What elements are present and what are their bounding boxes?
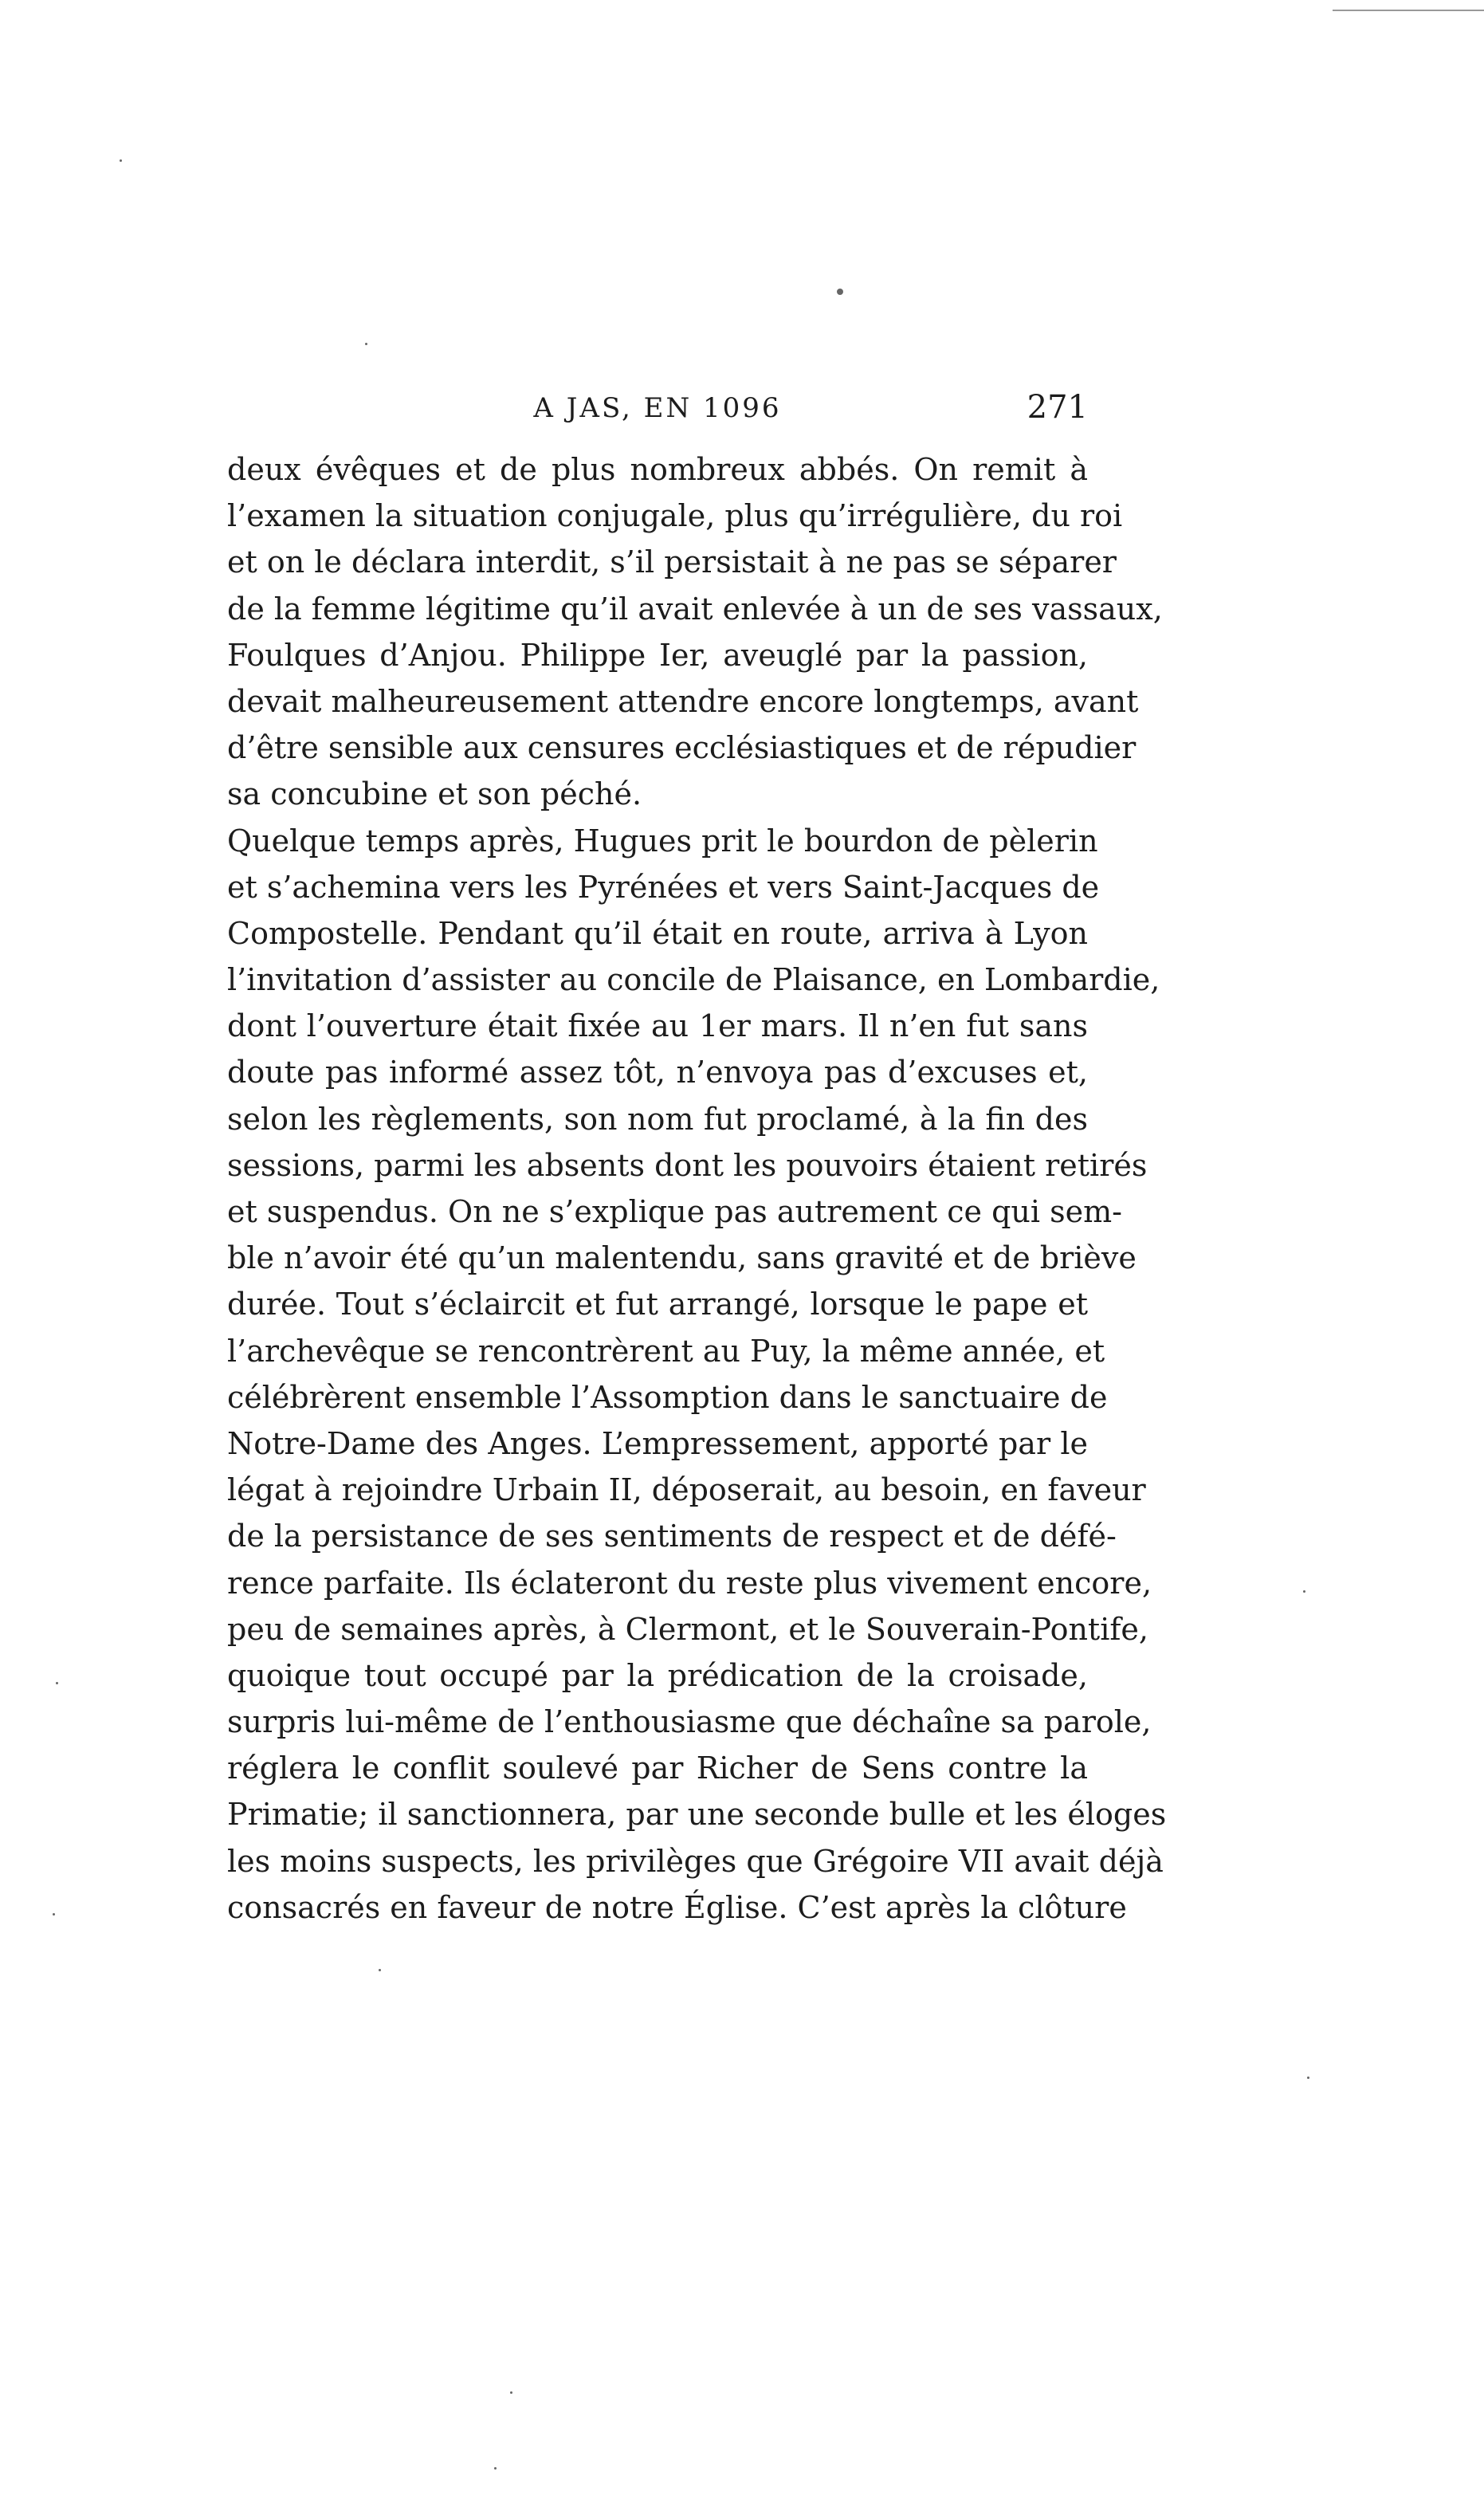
text-line: Primatie; il sanctionnera, par une seconde bulle et les éloges	[227, 1797, 1167, 1833]
scan-speck	[53, 1913, 55, 1916]
text-line: les moins suspects, les privilèges que Grégoire VII avait déjà	[227, 1843, 1164, 1879]
text-line: de la persistance de ses sentiments de respect et de défé-	[227, 1519, 1117, 1554]
text-line: durée. Tout s’éclaircit et fut arrangé, lorsque le pape et	[227, 1287, 1088, 1322]
running-head-title: A JAS, EN 1096	[533, 392, 782, 424]
text-line: ble n’avoir été qu’un malentendu, sans gravité et de briève	[227, 1240, 1137, 1276]
text-line: l’archevêque se rencontrèrent au Puy, la même année, et	[227, 1333, 1105, 1369]
scan-speck	[379, 1969, 381, 1971]
scan-speck	[56, 1682, 58, 1684]
text-line: légat à rejoindre Urbain II, déposerait, au besoin, en faveur	[227, 1472, 1146, 1508]
text-line: doute pas informé assez tôt, n’envoya pas d’excuses et,	[227, 1055, 1088, 1090]
scan-speck	[837, 289, 843, 295]
text-line: rence parfaite. Ils éclateront du reste plus vivement encore,	[227, 1565, 1152, 1601]
text-line: peu de semaines après, à Clermont, et le Souverain-Pontife,	[227, 1611, 1148, 1647]
text-line: Quelque temps après, Hugues prit le bourdon de pèlerin	[227, 823, 1098, 859]
text-line: et suspendus. On ne s’explique pas autrement ce qui sem-	[227, 1194, 1123, 1229]
text-line: deux évêques et de plus nombreux abbés. On remit à	[227, 452, 1088, 487]
page-number: 271	[1027, 389, 1088, 426]
text-line: sa concubine et son péché.	[227, 776, 642, 812]
scan-speck	[1307, 2077, 1309, 2079]
text-line: d’être sensible aux censures ecclésiastiques et de répudier	[227, 730, 1137, 766]
scan-edge-rule	[1333, 10, 1484, 11]
text-line: et s’achemina vers les Pyrénées et vers Saint-Jacques de	[227, 869, 1100, 905]
text-line: Notre-Dame des Anges. L’empressement, apporté par le	[227, 1425, 1088, 1461]
text-line: et on le déclara interdit, s’il persistait à ne pas se séparer	[227, 544, 1117, 580]
text-line: surpris lui-même de l’enthousiasme que déchaîne sa parole,	[227, 1704, 1152, 1740]
text-line: consacrés en faveur de notre Église. C’est après la clôture	[227, 1889, 1127, 1925]
scan-speck	[1303, 1590, 1305, 1593]
text-line: Compostelle. Pendant qu’il était en route, arriva à Lyon	[227, 915, 1088, 951]
text-line: célébrèrent ensemble l’Assomption dans le sanctuaire de	[227, 1379, 1108, 1415]
text-line: de la femme légitime qu’il avait enlevée à un de ses vassaux,	[227, 591, 1163, 627]
text-line: sessions, parmi les absents dont les pouvoirs étaient retirés	[227, 1147, 1148, 1183]
scan-speck	[510, 2391, 512, 2394]
running-head	[227, 389, 1088, 437]
text-line: réglera le conflit soulevé par Richer de Sens contre la	[227, 1751, 1088, 1786]
text-line: Foulques d’Anjou. Philippe Ier, aveuglé par la passion,	[227, 637, 1088, 673]
page-body-text	[227, 446, 1167, 1931]
scan-speck	[494, 2467, 497, 2470]
scan-speck	[365, 343, 367, 345]
scan-speck	[120, 159, 122, 162]
text-line: l’examen la situation conjugale, plus qu’irrégulière, du roi	[227, 498, 1123, 534]
text-line: quoique tout occupé par la prédication de la croisade,	[227, 1657, 1088, 1693]
text-line: devait malheureusement attendre encore longtemps, avant	[227, 683, 1139, 719]
text-line: dont l’ouverture était fixée au 1er mars. Il n’en fut sans	[227, 1008, 1088, 1044]
text-line: selon les règlements, son nom fut proclamé, à la fin des	[227, 1101, 1088, 1137]
text-line: l’invitation d’assister au concile de Plaisance, en Lombardie,	[227, 962, 1160, 998]
